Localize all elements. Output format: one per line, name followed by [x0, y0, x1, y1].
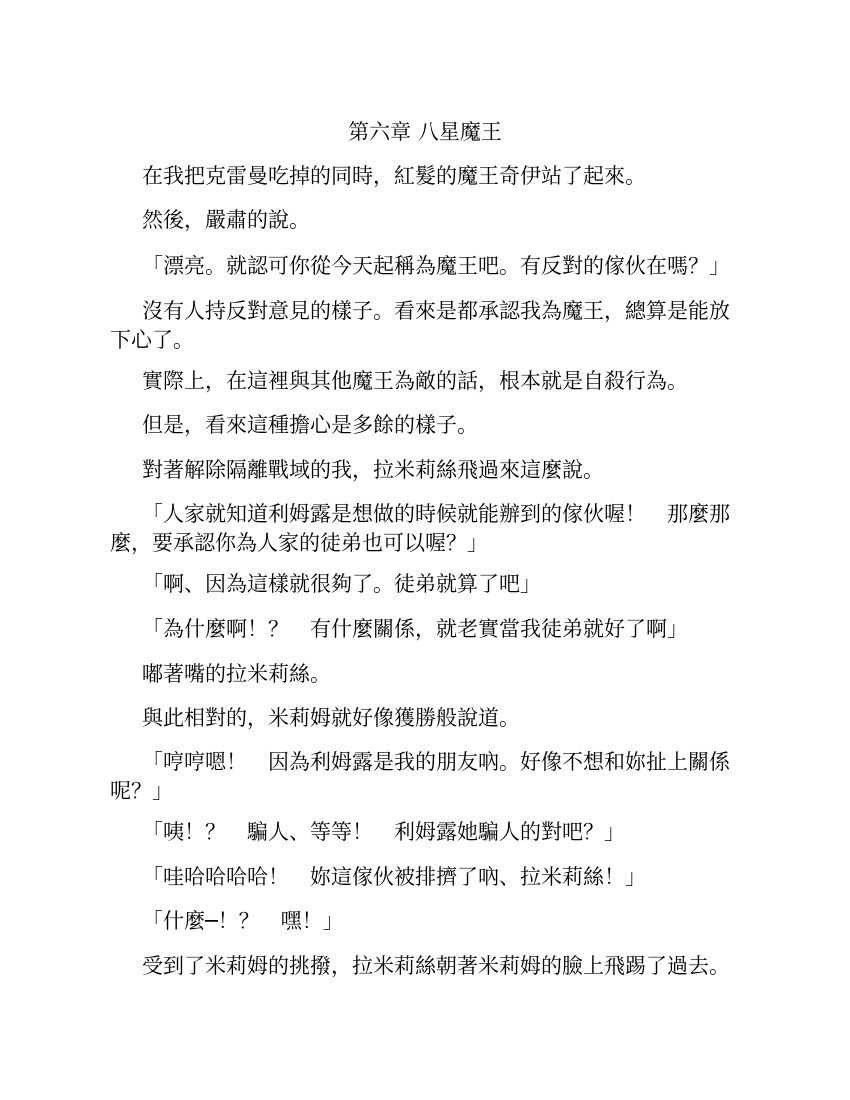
paragraph-5: 實際上，在這裡與其他魔王為敵的話，根本就是自殺行為。 [142, 369, 688, 393]
paragraph-14: 「咦！？ 騙人、等等！ 利姆露她騙人的對吧？」 [142, 820, 625, 844]
paragraph-16: 「什麼─！？ 嘿！」 [142, 909, 344, 933]
paragraph-11: 嘟著嘴的拉米莉絲。 [142, 662, 331, 686]
paragraph-17: 受到了米莉姆的挑撥，拉米莉絲朝著米莉姆的臉上飛踢了過去。 [142, 954, 730, 978]
paragraph-7: 對著解除隔離戰域的我，拉米莉絲飛過來這麼說。 [142, 458, 604, 482]
paragraph-8: 「人家就知道利姆露是想做的時候就能辦到的傢伙喔！ 那麼那麼，要承認你為人家的徒弟也可以喔？」 [110, 502, 730, 555]
paragraph-10: 「為什麼啊！？ 有什麼關係，就老實當我徒弟就好了啊」 [142, 617, 688, 641]
chapter-title: 第六章 八星魔王 [348, 120, 502, 144]
paragraph-15: 「哇哈哈哈哈！ 妳這傢伙被排擠了吶、拉米莉絲！」 [142, 865, 646, 889]
paragraph-9: 「啊、因為這樣就很夠了。徒弟就算了吧」 [142, 572, 541, 596]
paragraph-1: 在我把克雷曼吃掉的同時，紅髮的魔王奇伊站了起來。 [142, 164, 646, 188]
paragraph-13: 「哼哼嗯！ 因為利姆露是我的朋友吶。好像不想和妳扯上關係呢？」 [110, 750, 730, 803]
paragraph-12: 與此相對的，米莉姆就好像獲勝般說道。 [142, 706, 520, 730]
paragraph-6: 但是，看來這種擔心是多餘的樣子。 [142, 413, 478, 437]
paragraph-2: 然後，嚴肅的說。 [142, 208, 310, 232]
paragraph-3: 「漂亮。就認可你從今天起稱為魔王吧。有反對的傢伙在嗎？」 [142, 254, 730, 278]
paragraph-4: 沒有人持反對意見的樣子。看來是都承認我為魔王，總算是能放下心了。 [110, 299, 730, 352]
